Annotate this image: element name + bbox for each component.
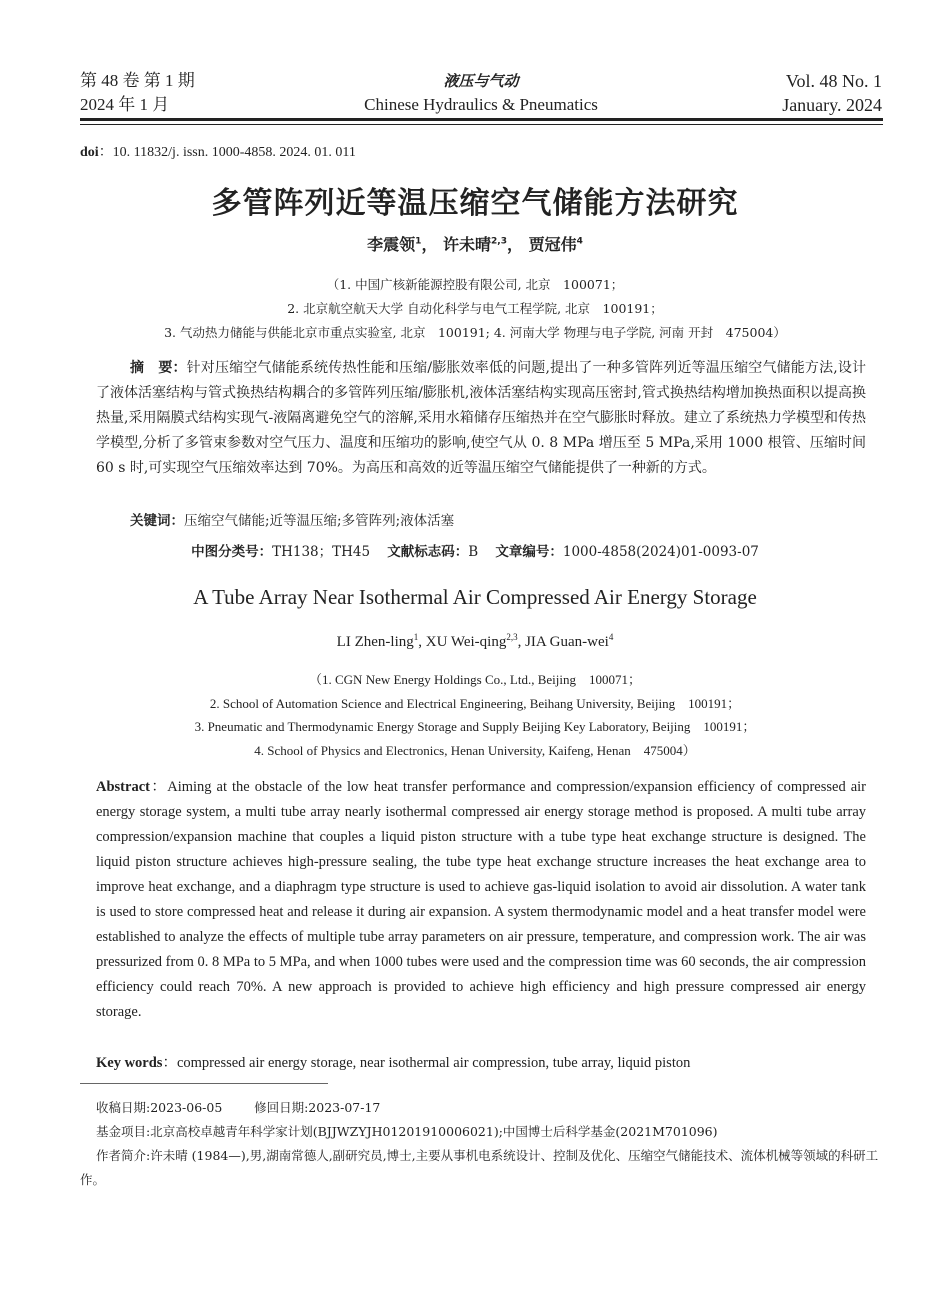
author-name: 李震领 (367, 235, 416, 254)
doi-label: doi (80, 145, 99, 160)
author-sup: 4 (576, 236, 583, 247)
keywords-cn (130, 509, 454, 529)
affiliation-line: （1. CGN New Energy Holdings Co., Ltd., Beijing 100071； (309, 672, 641, 687)
affiliation-line: 4. School of Physics and Electronics, Henan University, Kaifeng, Henan 475004） (254, 742, 696, 758)
author-sup: 1 (415, 236, 422, 247)
abstract-en (96, 775, 866, 1025)
footnote-author-bio: 作者简介:许未晴 (1984—),男,湖南常德人,副研究员,博士,主要从事机电系统设计、控制及优化、压缩空气储能技术、流体机械等领域的科研工作。 (80, 1148, 879, 1187)
keywords-en-text: ：compressed air energy storage, near isothermal air compression, tube array, liquid piston (162, 1055, 691, 1071)
keywords-cn-label: 关键词： (130, 513, 184, 529)
journal-name-cn: 液压与气动 (443, 72, 519, 90)
keywords-en-label: Key words (96, 1055, 163, 1071)
doi-value: ：10. 11832/j. issn. 1000-4858. 2024. 01. 011 (98, 145, 356, 160)
footnote-dates (96, 1096, 899, 1120)
affiliation-line: 2. School of Automation Science and Electrical Engineering, Beihang University, Beijing 100191； (209, 695, 741, 711)
affiliation-line: 2. 北京航空航天大学 自动化科学与电气工程学院, 北京 100191； (287, 301, 663, 316)
keywords-en (96, 1051, 690, 1072)
abstract-cn-text: 针对压缩空气储能系统传热性能和压缩/膨胀效率低的问题,提出了一种多管阵列近等温压缩空气储能方法,设计了液体活塞结构与管式换热结构耦合的多管阵列压缩/膨胀机,液体活塞结构实现高压密封,管式换热结构增加换热面积以提高换热量,采用隔膜式结构实现气-液隔离避免空气的溶解,采用水箱储存压缩热并在空气膨胀时释放。建立了系统热力学模型和传热学模型,分析了多管束参数对空气压力、温度和压缩功的影响,使空气从 0. 8 MPa 增压至 5 MPa,采用 1000 根管、压缩时间 60 s 时,可实现空气压缩效率达到 70%。为高压和高效的近等温压缩空气储能提供了一种新的方式。 (96, 360, 866, 476)
doc-code-label: 文献标志码： (387, 544, 469, 560)
clc-label: 中图分类号： (191, 544, 273, 560)
affiliation-line: 3. Pneumatic and Thermodynamic Energy Storage and Supply Beijing Key Laboratory, Beijing 100191； (194, 719, 756, 734)
article-no-label: 文章编号： (495, 544, 563, 560)
affiliations-en (0, 668, 950, 762)
authors-en: LI Zhen-ling$^1$, XU Wei-qing$^{2,3}$, JIA Guan-wei$^4$ (336, 632, 614, 650)
date-label-cn: 2024 年 1 月 (80, 95, 170, 114)
article-no-value: 1000-4858(2024)01-0093-07 (562, 544, 759, 560)
author-name: LI Zhen-ling (336, 634, 414, 650)
author-name: JIA Guan-wei (525, 634, 609, 650)
keywords-cn-text: 压缩空气储能;近等温压缩;多管阵列;液体活塞 (184, 513, 455, 529)
journal-name-en: Chinese Hydraulics & Pneumatics (364, 95, 598, 114)
affiliation-line: （1. 中国广核新能源控股有限公司, 北京 100071； (326, 277, 624, 292)
author-sup: 2,3 (506, 632, 518, 642)
author-name: XU Wei-qing (425, 634, 507, 650)
author-sup: 4 (608, 632, 614, 642)
footnote-rule (80, 1083, 328, 1084)
date-label-en: January. 2024 (782, 95, 882, 115)
affiliations-cn (0, 273, 950, 345)
abstract-en-text: ：Aiming at the obstacle of the low heat transfer performance and compression/expansion efficiency of compressed air energy storage system, a multi tube array nearly isothermal compressed air energy storage method is proposed. A multi tube array compression/expansion machine that couples a liquid piston structure with a tube type heat exchange structure is designed. The liquid piston structure achieves high-pressure sealing, the tube type heat exchange structure increases the heat exchange area to improve heat exchange, and a diaphragm type structure is used to achieve gas-liquid isolation to avoid air dissolution. A water tank is used to store compressed heat and release it during air expansion. A system thermodynamic model and a heat transfer model were established to analyze the effects of multiple tube array parameters on air pressure, temperature, and compression work. The air was pressurized from 0. 8 MPa to 5 MPa, and when 1000 tubes were used and the compression time was 60 seconds, the air compression efficiency could reach 70%. A new approach is provided to achieve high efficiency and high pressure compressed air energy storage. (96, 779, 866, 1020)
header-rule-thick (80, 118, 883, 121)
affiliation-line: 3. 气动热力储能与供能北京市重点实验室, 北京 100191; 4. 河南大学 物理与电子学院, 河南 开封 475004） (164, 325, 786, 340)
issue-label-cn: 第 48 卷 第 1 期 (80, 71, 195, 90)
title-en: A Tube Array Near Isothermal Air Compressed Air Energy Storage (193, 585, 757, 609)
header-rule-thin (80, 124, 883, 125)
authors-cn: 李震领$^1$， 许未晴$^{2,3}$， 贾冠伟$^4$ (367, 235, 583, 254)
title-cn: 多管阵列近等温压缩空气储能方法研究 (211, 186, 739, 221)
doc-code-value: B (468, 544, 479, 560)
author-sup: 2,3 (491, 236, 507, 247)
classification (0, 540, 950, 560)
clc-value: TH138；TH45 (272, 544, 371, 560)
author-name: 许未晴 (443, 235, 492, 254)
abstract-cn-label: 摘 要： (130, 360, 187, 376)
volume-label: Vol. 48 No. 1 (785, 71, 882, 91)
abstract-en-label: Abstract (96, 779, 150, 795)
abstract-cn (96, 356, 866, 481)
footnote-funding: 基金项目:北京高校卓越青年科学家计划(BJJWZYJH01201910006021);中国博士后科学基金(2021M701096) (96, 1124, 718, 1139)
doi (80, 141, 356, 161)
author-name: 贾冠伟 (528, 235, 577, 254)
revised-date: 修回日期:2023-07-17 (254, 1100, 381, 1115)
received-date: 收稿日期:2023-06-05 (96, 1100, 223, 1115)
author-sup: 1 (413, 632, 419, 642)
